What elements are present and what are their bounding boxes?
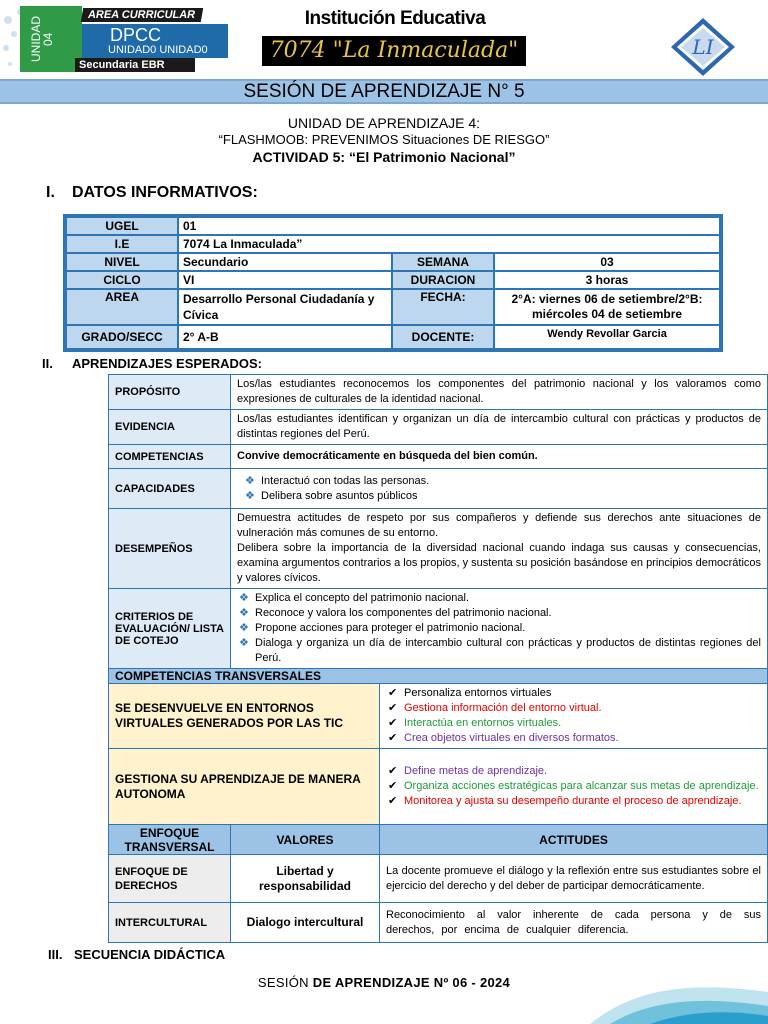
aprendizajes-table xyxy=(108,374,768,943)
nivel-label: NIVEL xyxy=(66,253,178,271)
evidencia-text: Los/las estudiantes identifican y organizan un día de intercambio cultural con prácticas y productos de distintas regiones del Perú. xyxy=(231,410,768,445)
enfoque-intercultural: INTERCULTURAL xyxy=(109,903,231,943)
criterios-label: CRITERIOS DE EVALUACIÓN/ LISTA DE COTEJO xyxy=(109,589,231,669)
check-mark-icon: ✔ xyxy=(388,732,398,744)
competencias-text: Convive democráticamente en búsqueda del bien común. xyxy=(231,445,768,469)
docente-value: Wendy Revollar Garcia xyxy=(494,325,720,349)
valor-libertad: Libertad y responsabilidad xyxy=(231,855,380,903)
list-item: ❖ Dialoga y organiza un día de intercambio cultural con prácticas y productos de distintas regiones del Perú. xyxy=(239,637,761,664)
area-curricular-label: AREA CURRICULAR xyxy=(81,8,203,22)
proposito-label: PROPÓSITO xyxy=(109,375,231,410)
check-mark-icon: ✔ xyxy=(388,702,398,714)
check-mark-icon: ✔ xyxy=(388,765,398,777)
criterios-list xyxy=(231,589,768,669)
table-row xyxy=(66,289,720,325)
tic-list xyxy=(380,684,768,749)
proposito-text: Los/las estudiantes reconocemos los componentes del patrimonio nacional y los valoramos como expresiones de culturales de la identidad nacional. xyxy=(231,375,768,410)
table-row xyxy=(109,469,768,509)
section-number: I. xyxy=(46,184,55,201)
logo-letters: LI xyxy=(692,35,714,59)
session-title: SESIÓN DE APRENDIZAJE N° 5 xyxy=(243,81,525,102)
section-datos-heading xyxy=(46,184,258,202)
unit-heading: UNIDAD DE APRENDIZAJE 4: xyxy=(287,115,481,131)
institution-name-banner: 7074 "La Inmaculada" xyxy=(262,36,526,66)
list-item: ❖ Reconoce y valora los componentes del patrimonio nacional. xyxy=(239,607,552,619)
duracion-label: DURACION xyxy=(392,271,494,289)
fecha-label: FECHA: xyxy=(392,289,494,325)
ugel-label: UGEL xyxy=(66,217,178,235)
diamond-bullet-icon: ❖ xyxy=(245,474,255,487)
ciclo-label: CICLO xyxy=(66,271,178,289)
check-mark-icon: ✔ xyxy=(388,687,398,699)
capacidades-list xyxy=(231,469,768,509)
section-title: APRENDIZAJES ESPERADOS: xyxy=(72,356,262,371)
area-value: Desarrollo Personal Ciudadanía y Cívica xyxy=(178,289,392,325)
evidencia-label: EVIDENCIA xyxy=(109,410,231,445)
table-row xyxy=(66,253,720,271)
institution-title: Institución Educativa xyxy=(304,8,486,29)
actitud-intercultural: Reconocimiento al valor inherente de cada persona y de sus derechos, por encima de cualquier diferencia. xyxy=(380,903,768,943)
table-row xyxy=(109,410,768,445)
autonoma-competence-label: GESTIONA SU APRENDIZAJE DE MANERA AUTONOMA xyxy=(109,749,380,825)
diamond-bullet-icon: ❖ xyxy=(239,592,249,604)
autonoma-list xyxy=(380,749,768,825)
activity-title: ACTIVIDAD 5: “El Patrimonio Nacional” xyxy=(252,149,516,165)
grado-label: GRADO/SECC xyxy=(66,325,178,349)
list-item: ✔ Organiza acciones estratégicas para alcanzar sus metas de aprendizaje. xyxy=(388,780,759,792)
list-item: ✔ Crea objetos virtuales en diversos formatos. xyxy=(388,732,619,744)
table-row xyxy=(109,684,768,749)
table-row xyxy=(109,589,768,669)
grado-value: 2° A-B xyxy=(178,325,392,349)
ciclo-value: VI xyxy=(178,271,392,289)
session-title-bar xyxy=(0,79,768,104)
valores-header: VALORES xyxy=(231,825,380,855)
tic-competence-label: SE DESENVUELVE EN ENTORNOS VIRTUALES GENERADOS POR LAS TIC xyxy=(109,684,380,749)
valor-dialogo: Dialogo intercultural xyxy=(231,903,380,943)
footer-bold-text: DE APRENDIZAJE Nº 06 - 2024 xyxy=(312,975,511,990)
list-item: ✔ Define metas de aprendizaje. xyxy=(388,765,548,777)
duracion-value: 3 horas xyxy=(494,271,720,289)
enfoque-header: ENFOQUE TRANSVERSAL xyxy=(109,825,231,855)
footer-prefix: SESIÓN xyxy=(257,975,313,990)
diamond-bullet-icon: ❖ xyxy=(239,607,249,619)
list-item: ✔ Monitorea y ajusta su desempeño durante el proceso de aprendizaje. xyxy=(388,795,742,807)
check-mark-icon: ✔ xyxy=(388,795,398,807)
unit-name: “FLASHMOOB: PREVENIMOS Situaciones DE RIESGO” xyxy=(218,132,550,147)
nivel-value: Secundario xyxy=(178,253,392,271)
table-row xyxy=(66,235,720,253)
datos-informativos-table xyxy=(63,214,723,352)
table-row xyxy=(109,903,768,943)
semana-label: SEMANA xyxy=(392,253,494,271)
transversales-heading: COMPETENCIAS TRANSVERSALES xyxy=(109,669,768,684)
table-row xyxy=(109,825,768,855)
area-label: AREA xyxy=(66,289,178,325)
table-row xyxy=(109,669,768,684)
table-row xyxy=(109,445,768,469)
check-mark-icon: ✔ xyxy=(388,780,398,792)
desempenos-text xyxy=(231,509,768,589)
section-aprendizajes-heading xyxy=(42,356,262,371)
list-item: ❖ Delibera sobre asuntos públicos xyxy=(245,489,418,502)
section-secuencia-heading xyxy=(48,947,225,962)
list-item: ✔ Personaliza entornos virtuales xyxy=(388,687,552,699)
area-name: DPCC xyxy=(110,25,162,45)
docente-label: DOCENTE: xyxy=(392,325,494,349)
table-row xyxy=(109,509,768,589)
area-badge xyxy=(20,6,230,74)
area-block xyxy=(82,24,228,58)
fecha-value: 2°A: viernes 06 de setiembre/2°B: miércoles 04 de setiembre xyxy=(494,289,720,325)
capacidades-label: CAPACIDADES xyxy=(109,469,231,509)
table-row xyxy=(66,325,720,349)
check-mark-icon: ✔ xyxy=(388,717,398,729)
section-number: III. xyxy=(48,947,63,962)
table-row xyxy=(109,375,768,410)
unit-label: UNIDAD 04 xyxy=(29,16,55,63)
list-item: ✔ Gestiona información del entorno virtual. xyxy=(388,702,602,714)
table-row xyxy=(109,749,768,825)
table-row xyxy=(66,271,720,289)
ugel-value: 01 xyxy=(178,217,720,235)
unit-badge xyxy=(20,6,82,72)
diamond-bullet-icon: ❖ xyxy=(239,622,249,634)
actitudes-header: ACTITUDES xyxy=(380,825,768,855)
decorative-wave-icon xyxy=(590,972,768,1024)
enfoque-derechos: ENFOQUE DE DERECHOS xyxy=(109,855,231,903)
desempeno-1: Demuestra actitudes de respeto por sus compañeros y defiende sus derechos ante situaciones de vulneración más comunes de su entorno. xyxy=(237,512,761,539)
desempeno-2: Delibera sobre la importancia de la diversidad nacional cuando indaga sus causas y consecuencias, examina argumentos contrarios a los propios, y sustenta su posición basándose en principios democráticos y valores cívicos. xyxy=(237,542,762,584)
unit-sub-label: UNIDAD0 UNIDAD0 xyxy=(108,44,208,56)
list-item: ✔ Interactúa en entornos virtuales. xyxy=(388,717,562,729)
desempenos-label: DESEMPEÑOS xyxy=(109,509,231,589)
ie-value: 7074 La Inmaculada” xyxy=(178,235,720,253)
section-title: SECUENCIA DIDÁCTICA xyxy=(74,947,226,962)
table-row xyxy=(66,217,720,235)
actitud-derechos: La docente promueve el diálogo y la reflexión entre sus estudiantes sobre el ejercicio del derecho y del deber de participar democráticamente. xyxy=(380,855,768,903)
list-item: ❖ Interactuó con todas las personas. xyxy=(245,474,430,487)
level-label: Secundaria EBR xyxy=(75,58,195,72)
competencias-label: COMPETENCIAS xyxy=(109,445,231,469)
table-row xyxy=(109,855,768,903)
semana-value: 03 xyxy=(494,253,720,271)
ie-label: I.E xyxy=(66,235,178,253)
diamond-bullet-icon: ❖ xyxy=(245,489,255,502)
section-title: DATOS INFORMATIVOS: xyxy=(72,184,258,201)
section-number: II. xyxy=(42,356,53,371)
school-logo-icon xyxy=(668,16,738,78)
list-item: ❖ Explica el concepto del patrimonio nacional. xyxy=(239,592,470,604)
list-item: ❖ Propone acciones para proteger el patrimonio nacional. xyxy=(239,622,526,634)
diamond-bullet-icon: ❖ xyxy=(239,637,249,649)
